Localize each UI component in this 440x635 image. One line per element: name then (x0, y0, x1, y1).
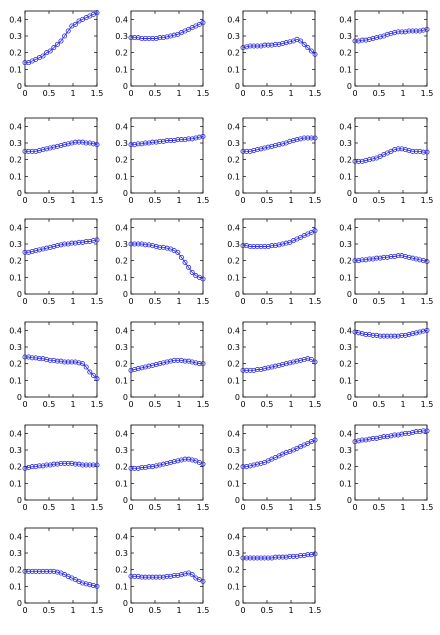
x-tick-label: 0 (240, 89, 246, 98)
y-tick-label: 0.3 (9, 139, 22, 148)
subplot-12 (339, 219, 433, 306)
y-tick-label: 0.4 (227, 429, 240, 439)
y-tick-label: 0.3 (227, 549, 240, 558)
series-line (131, 244, 203, 279)
subplot-2 (115, 11, 209, 98)
y-tick-label: 0.3 (227, 240, 240, 249)
y-tick-label: 0.4 (9, 326, 22, 336)
x-tick-label: 0.5 (260, 89, 274, 98)
x-tick-label: 0 (352, 89, 358, 98)
subplot-18 (115, 425, 209, 512)
x-tick-label: 0.5 (42, 297, 56, 306)
y-tick-label: 0 (346, 189, 352, 198)
x-tick-label: 1.5 (420, 503, 434, 512)
x-tick-label: 0 (352, 297, 358, 306)
x-tick-label: 0.5 (260, 503, 274, 512)
y-tick-label: 0.4 (339, 15, 352, 25)
y-tick-label: 0.1 (9, 172, 22, 182)
y-tick-label: 0 (16, 393, 22, 402)
x-tick-label: 1.5 (196, 297, 210, 306)
x-tick-label: 0.5 (372, 503, 386, 512)
x-tick-label: 1 (400, 89, 406, 98)
y-tick-label: 0.3 (339, 32, 352, 41)
y-tick-label: 0.3 (115, 549, 128, 558)
y-tick-label: 0 (122, 82, 128, 91)
y-tick-label: 0 (16, 290, 22, 299)
x-tick-label: 0.5 (42, 503, 56, 512)
y-tick-label: 0.3 (9, 32, 22, 41)
x-tick-label: 0.5 (148, 297, 162, 306)
x-tick-label: 1.5 (196, 400, 210, 409)
y-tick-label: 0.2 (227, 48, 240, 58)
y-tick-label: 0.4 (227, 223, 240, 233)
y-tick-label: 0.2 (115, 48, 128, 58)
y-tick-label: 0.1 (227, 479, 240, 489)
y-tick-label: 0.1 (227, 582, 240, 592)
y-tick-label: 0.3 (339, 139, 352, 148)
subplot-21 (9, 528, 103, 615)
y-tick-label: 0.4 (115, 429, 128, 439)
plot-frame (131, 118, 203, 193)
x-tick-label: 0 (352, 503, 358, 512)
x-tick-label: 0 (22, 297, 28, 306)
x-tick-label: 1.5 (196, 503, 210, 512)
plot-frame (131, 219, 203, 294)
subplot-22 (115, 528, 209, 615)
plot-frame (25, 528, 97, 603)
x-tick-label: 1.5 (90, 503, 104, 512)
series-line (355, 431, 427, 442)
y-tick-label: 0.2 (9, 155, 22, 165)
y-tick-label: 0.4 (9, 15, 22, 25)
x-tick-label: 1 (176, 89, 182, 98)
y-tick-label: 0.3 (115, 32, 128, 41)
y-tick-label: 0 (234, 290, 240, 299)
y-tick-label: 0.1 (339, 65, 352, 75)
y-tick-label: 0.2 (227, 256, 240, 266)
x-tick-label: 1.5 (420, 89, 434, 98)
series-line (131, 459, 203, 468)
x-tick-label: 1 (70, 503, 76, 512)
y-tick-label: 0.1 (227, 273, 240, 283)
y-tick-label: 0.1 (339, 172, 352, 182)
y-tick-label: 0.2 (227, 462, 240, 472)
y-tick-label: 0.2 (9, 565, 22, 575)
x-tick-label: 0.5 (372, 297, 386, 306)
x-tick-label: 0.5 (42, 400, 56, 409)
y-tick-label: 0.3 (227, 343, 240, 352)
plot-frame (243, 219, 315, 294)
plot-frame (243, 425, 315, 500)
series-line (131, 360, 203, 370)
series-line (25, 13, 97, 63)
plot-frame (131, 322, 203, 397)
x-tick-label: 0.5 (372, 89, 386, 98)
x-tick-label: 1 (176, 196, 182, 205)
y-tick-label: 0.1 (227, 65, 240, 75)
x-tick-label: 1.5 (420, 196, 434, 205)
x-tick-label: 0 (22, 503, 28, 512)
subplot-6 (115, 118, 209, 205)
y-tick-label: 0.4 (227, 15, 240, 25)
x-tick-label: 0.5 (372, 400, 386, 409)
y-tick-label: 0 (346, 290, 352, 299)
x-tick-label: 1 (70, 400, 76, 409)
y-tick-label: 0.2 (115, 462, 128, 472)
y-tick-label: 0.3 (9, 549, 22, 558)
y-tick-label: 0 (234, 599, 240, 608)
x-tick-label: 0 (240, 196, 246, 205)
x-tick-label: 1.5 (308, 297, 322, 306)
x-tick-label: 1 (400, 503, 406, 512)
y-tick-label: 0.3 (115, 446, 128, 455)
x-tick-label: 1 (288, 89, 294, 98)
y-tick-label: 0.2 (227, 565, 240, 575)
y-tick-label: 0.1 (115, 582, 128, 592)
plot-frame (131, 11, 203, 86)
y-tick-label: 0.3 (9, 240, 22, 249)
subplot-4 (339, 11, 433, 98)
x-tick-label: 0.5 (260, 400, 274, 409)
subplot-10 (115, 219, 209, 306)
y-tick-label: 0.2 (9, 462, 22, 472)
x-tick-label: 1 (176, 503, 182, 512)
x-tick-label: 0.5 (260, 196, 274, 205)
y-tick-label: 0.4 (339, 223, 352, 233)
y-tick-label: 0.4 (9, 429, 22, 439)
x-tick-label: 0 (128, 89, 134, 98)
y-tick-label: 0.1 (115, 172, 128, 182)
x-tick-label: 1 (400, 196, 406, 205)
series-line (355, 149, 427, 162)
x-tick-label: 1 (70, 89, 76, 98)
x-tick-label: 0 (128, 503, 134, 512)
y-tick-label: 0.2 (115, 256, 128, 266)
plot-frame (25, 118, 97, 193)
x-tick-label: 0.5 (148, 503, 162, 512)
y-tick-label: 0.3 (339, 343, 352, 352)
x-tick-label: 1 (70, 606, 76, 615)
x-tick-label: 1 (288, 606, 294, 615)
y-tick-label: 0.3 (339, 446, 352, 455)
x-tick-label: 1.5 (420, 400, 434, 409)
y-tick-label: 0.1 (115, 65, 128, 75)
x-tick-label: 0 (352, 196, 358, 205)
plot-frame (25, 322, 97, 397)
y-tick-label: 0 (122, 290, 128, 299)
x-tick-label: 1.5 (90, 196, 104, 205)
subplot-9 (9, 219, 103, 306)
y-tick-label: 0.4 (227, 326, 240, 336)
y-tick-label: 0.2 (227, 359, 240, 369)
x-tick-label: 1.5 (90, 606, 104, 615)
x-tick-label: 1 (288, 196, 294, 205)
x-tick-label: 0.5 (42, 89, 56, 98)
x-tick-label: 1.5 (196, 606, 210, 615)
y-tick-label: 0 (234, 496, 240, 505)
x-tick-label: 0 (22, 89, 28, 98)
y-tick-label: 0.4 (9, 532, 22, 542)
x-tick-label: 1 (176, 400, 182, 409)
y-tick-label: 0.1 (227, 172, 240, 182)
x-tick-label: 0 (240, 606, 246, 615)
y-tick-label: 0 (16, 599, 22, 608)
x-tick-label: 1.5 (308, 400, 322, 409)
y-tick-label: 0.4 (115, 15, 128, 25)
y-tick-label: 0 (16, 189, 22, 198)
plot-frame (25, 219, 97, 294)
y-tick-label: 0.2 (115, 155, 128, 165)
subplot-19 (227, 425, 321, 512)
x-tick-label: 0.5 (260, 606, 274, 615)
y-tick-label: 0.4 (227, 532, 240, 542)
y-tick-label: 0.2 (115, 565, 128, 575)
y-tick-label: 0.2 (339, 155, 352, 165)
y-tick-label: 0.2 (227, 155, 240, 165)
x-tick-label: 0 (22, 606, 28, 615)
y-tick-label: 0.2 (339, 256, 352, 266)
x-tick-label: 1 (400, 297, 406, 306)
y-tick-label: 0.1 (115, 479, 128, 489)
y-tick-label: 0.4 (115, 223, 128, 233)
y-tick-label: 0.4 (339, 326, 352, 336)
x-tick-label: 0.5 (148, 400, 162, 409)
y-tick-label: 0.1 (115, 273, 128, 283)
y-tick-label: 0.4 (115, 532, 128, 542)
plot-frame (243, 11, 315, 86)
y-tick-label: 0.1 (9, 376, 22, 386)
y-tick-label: 0 (346, 393, 352, 402)
x-tick-label: 1.5 (308, 89, 322, 98)
y-tick-label: 0.2 (9, 48, 22, 58)
y-tick-label: 0 (234, 82, 240, 91)
x-tick-label: 1 (288, 297, 294, 306)
y-tick-label: 0.2 (9, 359, 22, 369)
y-tick-label: 0.4 (339, 122, 352, 132)
y-tick-label: 0 (346, 496, 352, 505)
x-tick-label: 0 (240, 503, 246, 512)
x-tick-label: 0.5 (372, 196, 386, 205)
y-tick-label: 0.4 (227, 122, 240, 132)
x-tick-label: 1.5 (90, 400, 104, 409)
y-tick-label: 0.3 (227, 446, 240, 455)
y-tick-label: 0.4 (339, 429, 352, 439)
x-tick-label: 1 (176, 606, 182, 615)
x-tick-label: 1 (70, 196, 76, 205)
x-tick-label: 0 (128, 400, 134, 409)
y-tick-label: 0.4 (115, 326, 128, 336)
x-tick-label: 1.5 (420, 297, 434, 306)
y-tick-label: 0.2 (115, 359, 128, 369)
plot-frame (131, 425, 203, 500)
y-tick-label: 0.2 (339, 462, 352, 472)
y-tick-label: 0.4 (9, 122, 22, 132)
y-tick-label: 0.2 (339, 359, 352, 369)
y-tick-label: 0.1 (227, 376, 240, 386)
series-line (25, 240, 97, 253)
y-tick-label: 0 (346, 82, 352, 91)
plot-frame (243, 528, 315, 603)
y-tick-label: 0.4 (115, 122, 128, 132)
y-tick-label: 0.3 (339, 240, 352, 249)
y-tick-label: 0.1 (115, 376, 128, 386)
x-tick-label: 0 (22, 196, 28, 205)
y-tick-label: 0 (234, 189, 240, 198)
plot-frame (243, 118, 315, 193)
x-tick-label: 1.5 (196, 89, 210, 98)
x-tick-label: 0 (128, 297, 134, 306)
x-tick-label: 1.5 (308, 196, 322, 205)
y-tick-label: 0 (122, 393, 128, 402)
y-tick-label: 0.3 (115, 139, 128, 148)
x-tick-label: 0 (22, 400, 28, 409)
x-tick-label: 1.5 (308, 503, 322, 512)
subplot-1 (9, 11, 103, 98)
y-tick-label: 0.3 (115, 240, 128, 249)
y-tick-label: 0.3 (227, 139, 240, 148)
y-tick-label: 0 (234, 393, 240, 402)
y-tick-label: 0.4 (9, 223, 22, 233)
y-tick-label: 0.1 (9, 65, 22, 75)
subplot-11 (227, 219, 321, 306)
subplot-7 (227, 118, 321, 205)
x-tick-label: 1 (70, 297, 76, 306)
x-tick-label: 1.5 (308, 606, 322, 615)
plot-frame (25, 11, 97, 86)
subplot-14 (115, 322, 209, 409)
y-tick-label: 0 (122, 189, 128, 198)
plot-frame (131, 528, 203, 603)
x-tick-label: 0.5 (42, 196, 56, 205)
y-tick-label: 0.1 (339, 479, 352, 489)
x-tick-label: 0.5 (148, 196, 162, 205)
x-tick-label: 1 (288, 400, 294, 409)
x-tick-label: 0.5 (148, 606, 162, 615)
subplot-20 (339, 425, 433, 512)
y-tick-label: 0.3 (9, 343, 22, 352)
y-tick-label: 0 (122, 496, 128, 505)
x-tick-label: 0 (128, 606, 134, 615)
x-tick-label: 1 (288, 503, 294, 512)
x-tick-label: 0.5 (260, 297, 274, 306)
x-tick-label: 1 (176, 297, 182, 306)
x-tick-label: 1.5 (90, 297, 104, 306)
subplot-13 (9, 322, 103, 409)
y-tick-label: 0.1 (9, 273, 22, 283)
subplot-16 (339, 322, 433, 409)
y-tick-label: 0.3 (115, 343, 128, 352)
subplot-15 (227, 322, 321, 409)
plot-frame (25, 425, 97, 500)
subplot-17 (9, 425, 103, 512)
y-tick-label: 0 (16, 496, 22, 505)
y-tick-label: 0.2 (9, 256, 22, 266)
y-tick-label: 0.1 (339, 273, 352, 283)
y-tick-label: 0.3 (9, 446, 22, 455)
y-tick-label: 0 (16, 82, 22, 91)
x-tick-label: 1.5 (196, 196, 210, 205)
plot-frame (355, 11, 427, 86)
y-tick-label: 0.3 (227, 32, 240, 41)
x-tick-label: 0 (240, 400, 246, 409)
x-tick-label: 0.5 (148, 89, 162, 98)
y-tick-label: 0.1 (9, 582, 22, 592)
x-tick-label: 0.5 (42, 606, 56, 615)
subplot-8 (339, 118, 433, 205)
y-tick-label: 0.2 (339, 48, 352, 58)
subplot-5 (9, 118, 103, 205)
x-tick-label: 0 (128, 196, 134, 205)
x-tick-label: 1 (400, 400, 406, 409)
x-tick-label: 0 (240, 297, 246, 306)
x-tick-label: 1.5 (90, 89, 104, 98)
y-tick-label: 0 (122, 599, 128, 608)
plot-frame (355, 118, 427, 193)
subplot-23 (227, 528, 321, 615)
y-tick-label: 0.1 (339, 376, 352, 386)
subplot-3 (227, 11, 321, 98)
x-tick-label: 0 (352, 400, 358, 409)
y-tick-label: 0.1 (9, 479, 22, 489)
series-line (131, 136, 203, 144)
